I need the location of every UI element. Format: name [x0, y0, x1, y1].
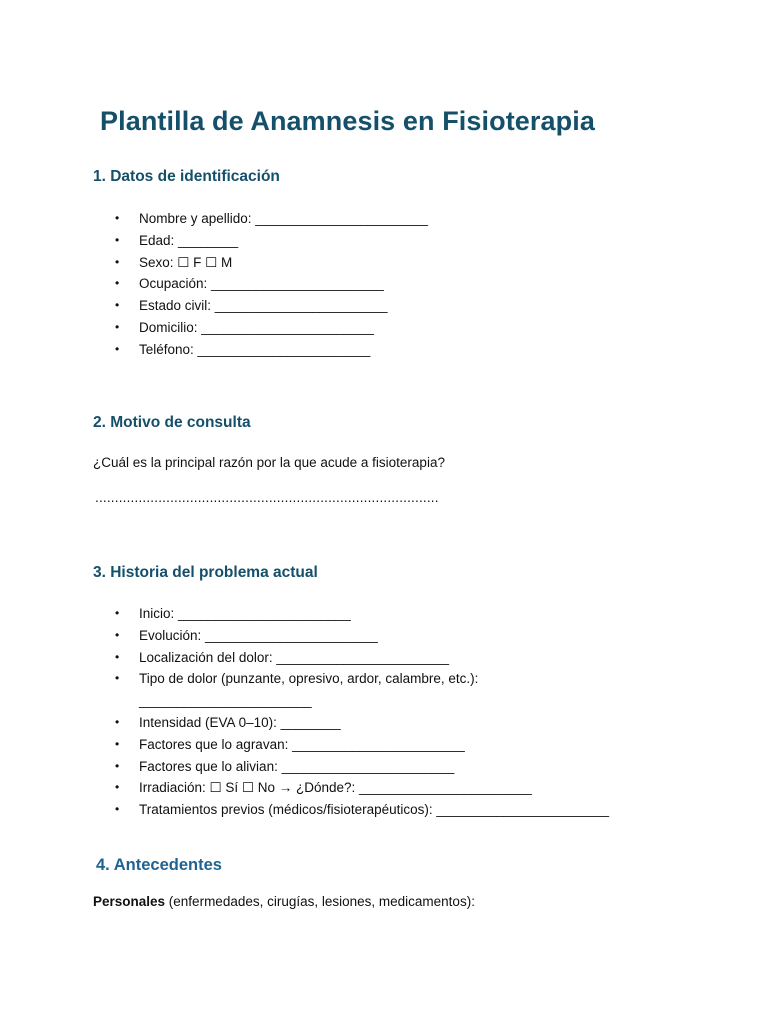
bullet-icon: •	[115, 606, 120, 620]
list-item-evolucion: • Evolución: _______________________	[93, 625, 609, 647]
bullet-icon: •	[115, 758, 120, 773]
bullet-icon: •	[115, 254, 120, 269]
list-item-intensidad: • Intensidad (EVA 0–10): ________	[93, 712, 609, 734]
personales-label: Personales	[93, 894, 166, 909]
list-item-agravan: • Factores que lo agravan: _______________________	[93, 734, 609, 756]
bullet-icon: •	[115, 736, 120, 751]
section-heading-antecedentes: 4. Antecedentes	[96, 856, 222, 874]
historia-list	[93, 603, 609, 821]
document-title: Plantilla de Anamnesis en Fisioterapia	[100, 106, 595, 136]
bullet-icon: •	[115, 319, 120, 334]
bullet-icon: •	[115, 341, 120, 356]
bullet-icon: •	[115, 671, 120, 686]
list-item-tratamientos: • Tratamientos previos (médicos/fisioterapéuticos): _______________________	[93, 799, 609, 821]
personales-text: (enfermedades, cirugías, lesiones, medicamentos):	[165, 894, 475, 909]
bullet-icon: •	[115, 780, 120, 795]
list-item-nombre: • Nombre y apellido: _______________________	[93, 208, 428, 230]
motivo-answer-line: .......................................................................................	[95, 490, 439, 505]
list-item-ocupacion: • Ocupación: _______________________	[93, 273, 428, 295]
section-heading-identificacion: 1. Datos de identificación	[93, 168, 280, 185]
bullet-icon: •	[115, 232, 120, 247]
bullet-icon: •	[115, 649, 120, 664]
section-heading-historia: 3. Historia del problema actual	[93, 564, 318, 581]
list-item-alivian: • Factores que lo alivian: _______________________	[93, 756, 609, 778]
list-item-telefono: • Teléfono: _______________________	[93, 339, 428, 361]
list-item-edad: • Edad: ________	[93, 230, 428, 252]
bullet-icon: •	[115, 211, 120, 225]
bullet-icon: •	[115, 276, 120, 291]
identificacion-list	[93, 208, 428, 361]
list-item-irradiacion: • Irradiación: ☐ Sí ☐ No → ¿Dónde?: _______________________	[93, 777, 609, 799]
list-item-tipo-dolor: • Tipo de dolor (punzante, opresivo, ardor, calambre, etc.):	[93, 668, 609, 690]
section-heading-motivo: 2. Motivo de consulta	[93, 414, 251, 431]
list-item-localizacion: • Localización del dolor: _______________________	[93, 647, 609, 669]
bullet-icon: •	[115, 627, 120, 642]
list-item-sexo: • Sexo: ☐ F ☐ M	[93, 252, 428, 274]
list-item-tipo-dolor-line: _______________________	[139, 693, 312, 709]
bullet-icon: •	[115, 802, 120, 817]
list-item-estado-civil: • Estado civil: _______________________	[93, 295, 428, 317]
bullet-icon: •	[115, 298, 120, 313]
list-item-domicilio: • Domicilio: _______________________	[93, 317, 428, 339]
bullet-icon: •	[115, 714, 120, 729]
motivo-question: ¿Cuál es la principal razón por la que acude a fisioterapia?	[93, 455, 445, 470]
antecedentes-personales	[93, 894, 475, 909]
list-item-inicio: • Inicio: _______________________	[93, 603, 609, 625]
